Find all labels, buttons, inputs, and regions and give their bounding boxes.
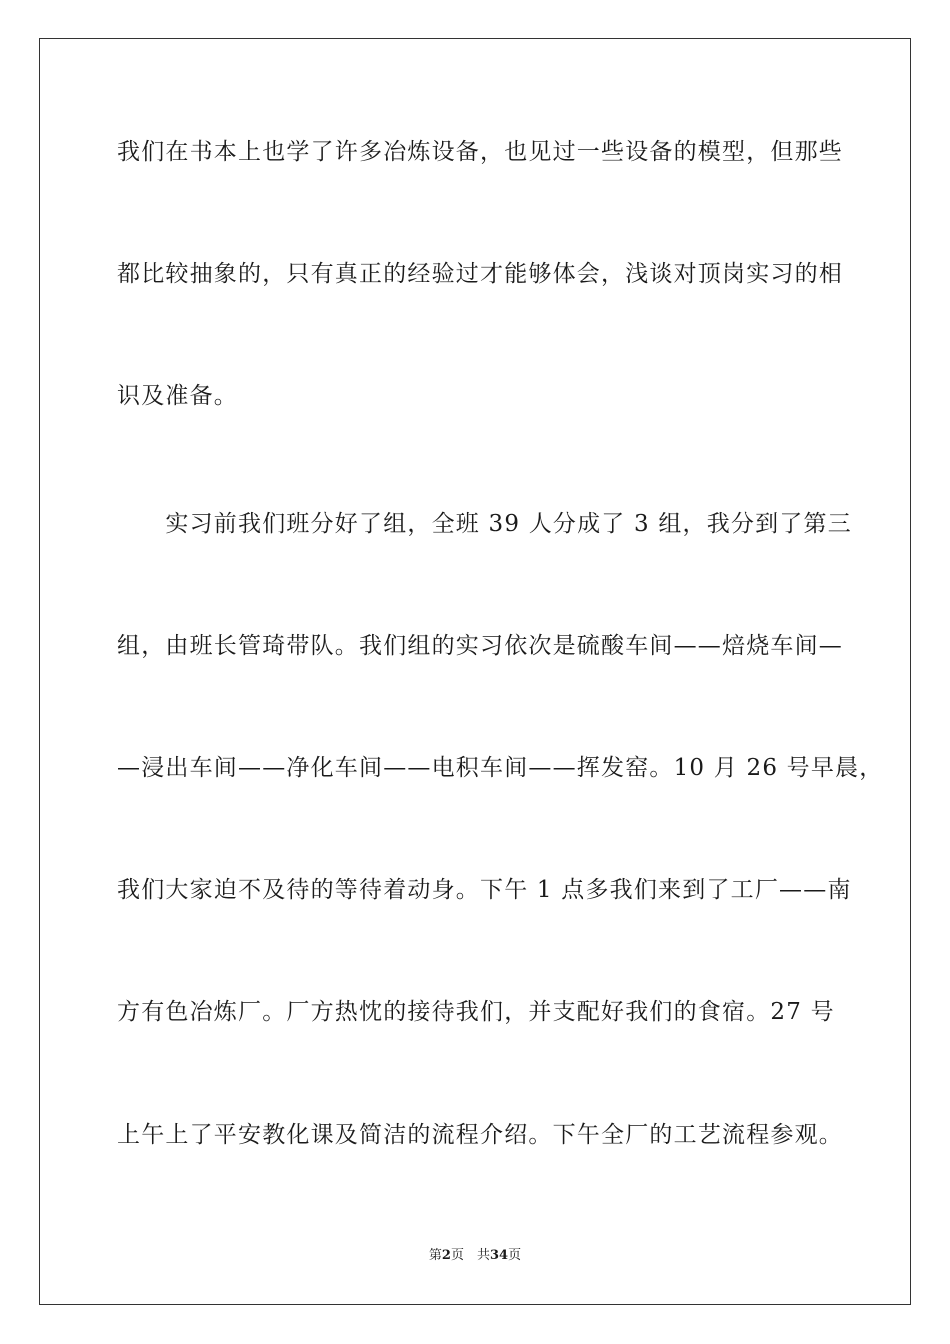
- text-line: 上午上了平安教化课及简洁的流程介绍。下午全厂的工艺流程参观。: [117, 1122, 843, 1148]
- text-line: 我们大家迫不及待的等待着动身。下午 1 点多我们来到了工厂——南: [117, 877, 852, 903]
- text-line: 实习前我们班分好了组，全班 39 人分成了 3 组，我分到了第三: [117, 511, 852, 537]
- footer-mid: 页 共: [450, 1248, 490, 1263]
- page-footer: [0, 1247, 950, 1265]
- footer-suffix: 页: [508, 1248, 522, 1263]
- text-line: —浸出车间——净化车间——电积车间——挥发窑。10 月 26 号早晨，: [117, 755, 884, 781]
- text-line: 方有色冶炼厂。厂方热忱的接待我们，并支配好我们的食宿。27 号: [117, 999, 835, 1025]
- text-line: 组，由班长管琦带队。我们组的实习依次是硫酸车间——焙烧车间—: [117, 633, 843, 659]
- page-border: [39, 38, 911, 1305]
- text-line: 识及准备。: [117, 383, 238, 409]
- text-line: 我们在书本上也学了许多冶炼设备，也见过一些设备的模型，但那些: [117, 139, 843, 165]
- text-line: 都比较抽象的，只有真正的经验过才能够体会，浅谈对顶岗实习的相: [117, 261, 843, 287]
- footer-prefix: 第: [428, 1248, 442, 1263]
- footer-page-number: 2: [441, 1248, 451, 1263]
- footer-total-pages: 34: [489, 1248, 509, 1263]
